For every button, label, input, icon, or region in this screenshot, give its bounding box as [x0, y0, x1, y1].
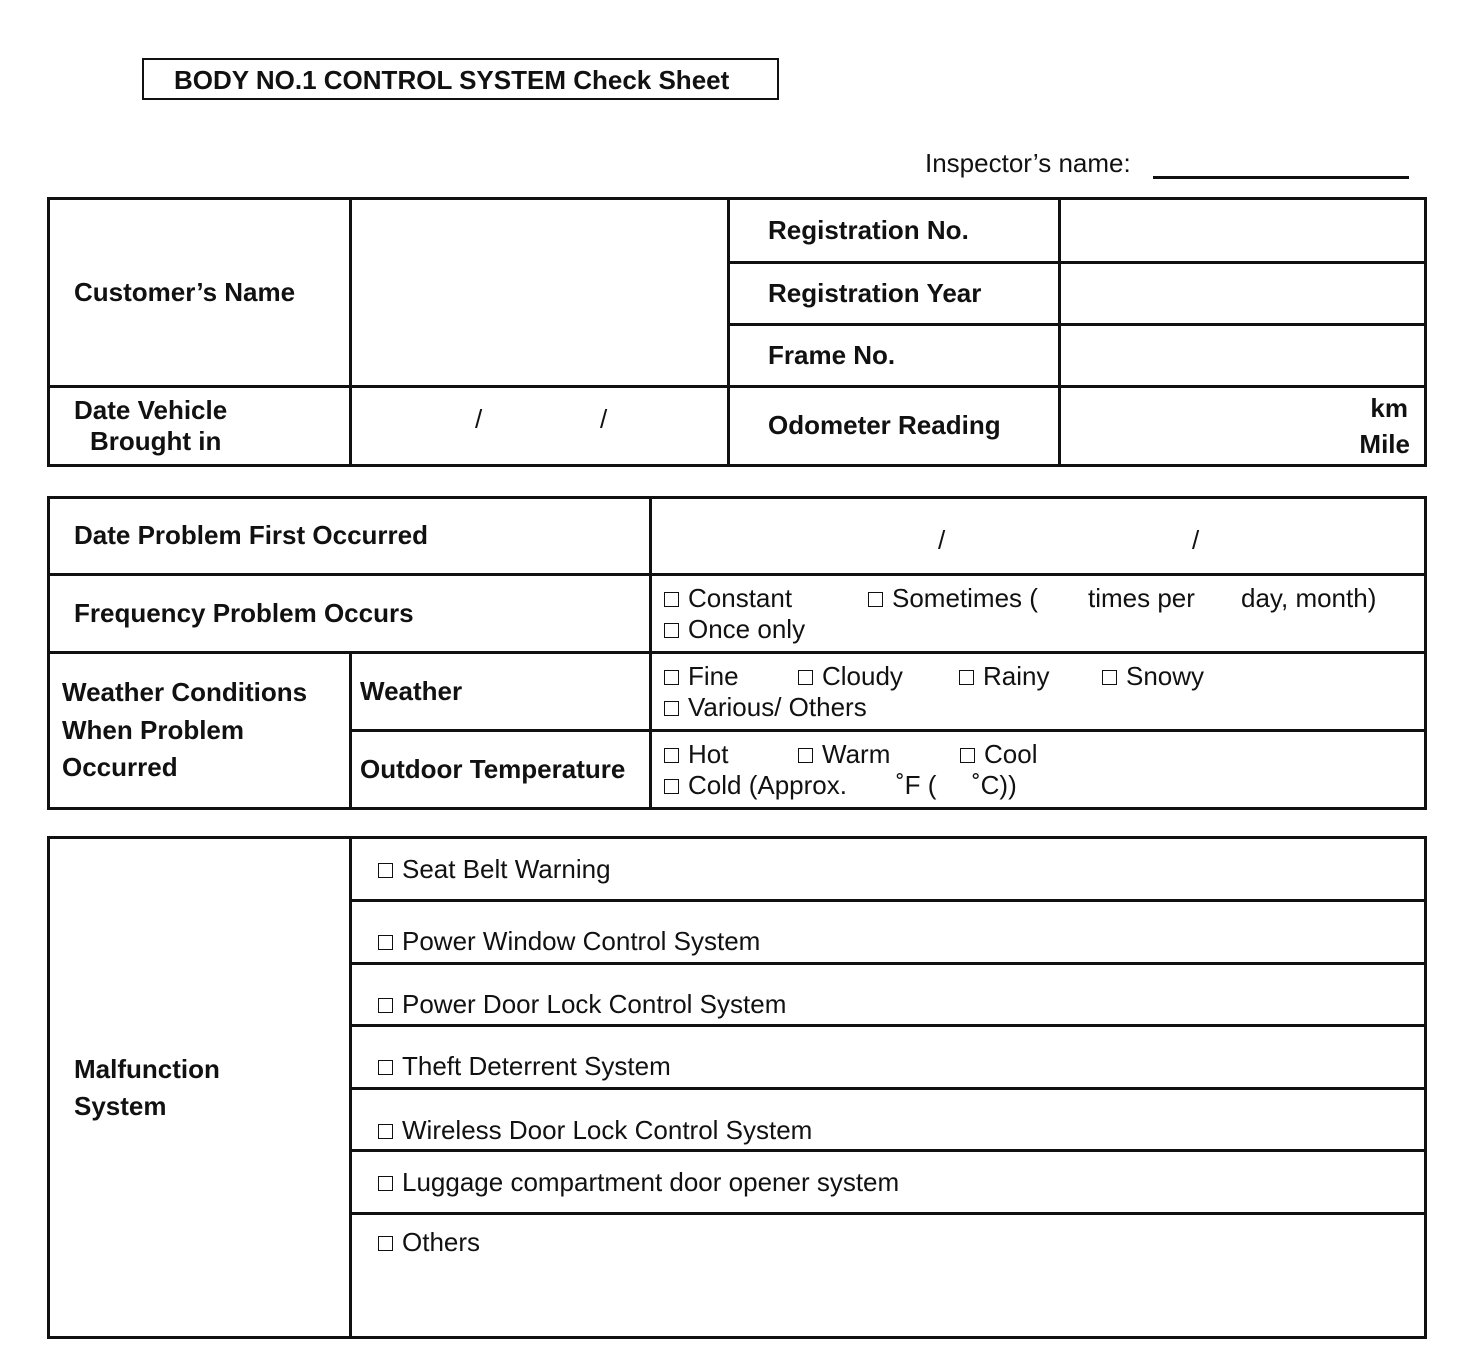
- weather-conditions-label: [49, 653, 351, 809]
- checkbox[interactable]: [378, 1176, 393, 1191]
- checkbox[interactable]: [664, 779, 679, 794]
- option-label: Rainy: [983, 661, 1050, 692]
- sheet-title: BODY NO.1 CONTROL SYSTEM Check Sheet: [142, 58, 779, 100]
- customer-name-field[interactable]: [351, 199, 729, 387]
- malfunction-label-line2: System: [74, 1090, 167, 1121]
- customer-name-label: Customer’s Name: [49, 199, 351, 387]
- system-row-others[interactable]: [351, 1214, 1426, 1338]
- weather-label: Weather: [351, 653, 651, 731]
- temp-celsius: ˚C)): [972, 769, 1017, 800]
- checkbox[interactable]: [378, 1124, 393, 1139]
- frequency-options: [651, 575, 1426, 653]
- date-brought-line2: Brought in: [90, 426, 222, 456]
- checkbox[interactable]: [798, 748, 813, 763]
- malfunction-table: [47, 836, 1427, 1339]
- date-separator: /: [600, 404, 608, 434]
- weather-snowy-option[interactable]: [1102, 661, 1204, 691]
- system-label: Others: [402, 1227, 481, 1257]
- registration-no-field[interactable]: [1060, 199, 1426, 263]
- freq-times-per: times per: [1088, 583, 1195, 614]
- temp-cold-option[interactable]: [664, 770, 896, 800]
- checkbox[interactable]: [868, 592, 883, 607]
- system-row[interactable]: [351, 838, 1426, 901]
- frequency-label: Frequency Problem Occurs: [49, 575, 651, 653]
- unit-km: km: [1370, 393, 1408, 423]
- option-label: Snowy: [1126, 661, 1205, 692]
- date-separator: /: [475, 404, 483, 434]
- option-label: Once only: [688, 613, 806, 644]
- conditions-table: [47, 496, 1427, 810]
- system-row[interactable]: [351, 901, 1426, 964]
- checkbox[interactable]: [1102, 670, 1117, 685]
- checkbox[interactable]: [378, 1236, 393, 1251]
- date-first-occurred-label: Date Problem First Occurred: [49, 498, 651, 575]
- malfunction-system-label: [49, 838, 351, 1338]
- date-separator: /: [938, 525, 946, 555]
- weather-options: [651, 653, 1426, 731]
- checkbox[interactable]: [664, 670, 679, 685]
- option-label: Hot: [688, 739, 729, 770]
- freq-constant-option[interactable]: [664, 583, 868, 613]
- odometer-label: Odometer Reading: [729, 387, 1060, 466]
- frame-no-label: Frame No.: [729, 325, 1060, 387]
- temperature-options: [651, 731, 1426, 809]
- vehicle-info-table: [47, 197, 1427, 467]
- registration-no-label: Registration No.: [729, 199, 1060, 263]
- system-label: Seat Belt Warning: [402, 853, 611, 884]
- option-label: Cloudy: [822, 661, 903, 692]
- date-brought-in-label: [49, 387, 351, 466]
- system-label: Theft Deterrent System: [402, 1050, 671, 1081]
- date-brought-line1: Date Vehicle: [74, 394, 228, 425]
- checkbox[interactable]: [798, 670, 813, 685]
- weather-various-option[interactable]: [664, 692, 867, 722]
- odometer-field[interactable]: [1060, 387, 1426, 466]
- option-label: Fine: [688, 661, 739, 692]
- system-row[interactable]: [351, 964, 1426, 1026]
- unit-mile: Mile: [1359, 429, 1410, 459]
- checkbox[interactable]: [664, 623, 679, 638]
- system-label: Luggage compartment door opener system: [402, 1166, 900, 1197]
- option-label: Cold (Approx.: [688, 769, 847, 800]
- system-row[interactable]: [351, 1151, 1426, 1214]
- checkbox[interactable]: [378, 935, 393, 950]
- weather-rainy-option[interactable]: [959, 661, 1102, 691]
- temp-warm-option[interactable]: [798, 739, 960, 769]
- checkbox[interactable]: [960, 748, 975, 763]
- freq-sometimes-option[interactable]: [868, 583, 1088, 613]
- weather-conditions-line3: Occurred: [62, 752, 178, 783]
- date-brought-in-field[interactable]: [351, 387, 729, 466]
- option-label: Sometimes (: [892, 583, 1038, 614]
- checkbox[interactable]: [664, 701, 679, 716]
- checkbox[interactable]: [959, 670, 974, 685]
- weather-conditions-line1: Weather Conditions: [62, 676, 308, 707]
- system-row[interactable]: [351, 1026, 1426, 1089]
- date-separator: /: [1192, 525, 1200, 555]
- system-label: Power Door Lock Control System: [402, 988, 787, 1019]
- weather-cloudy-option[interactable]: [798, 661, 959, 691]
- temp-cool-option[interactable]: [960, 739, 1037, 769]
- frame-no-field[interactable]: [1060, 325, 1426, 387]
- inspector-name-field[interactable]: [1153, 176, 1409, 179]
- system-label: Power Window Control System: [402, 925, 761, 956]
- inspector-name-label: Inspector’s name:: [925, 148, 1131, 178]
- freq-once-option[interactable]: [664, 614, 805, 644]
- weather-conditions-line2: When Problem: [62, 714, 245, 745]
- option-label: Warm: [822, 739, 891, 770]
- option-label: Various/ Others: [688, 691, 867, 722]
- date-first-occurred-field[interactable]: [651, 498, 1426, 575]
- freq-day-month: day, month): [1241, 583, 1377, 614]
- checkbox[interactable]: [378, 863, 393, 878]
- outdoor-temperature-label: Outdoor Temperature: [351, 731, 651, 809]
- malfunction-label-line1: Malfunction: [74, 1054, 220, 1085]
- checkbox[interactable]: [378, 1060, 393, 1075]
- weather-fine-option[interactable]: [664, 661, 798, 691]
- checkbox[interactable]: [378, 998, 393, 1013]
- registration-year-field[interactable]: [1060, 263, 1426, 325]
- system-row[interactable]: [351, 1089, 1426, 1151]
- system-label: Wireless Door Lock Control System: [402, 1114, 813, 1145]
- registration-year-label: Registration Year: [729, 263, 1060, 325]
- temp-hot-option[interactable]: [664, 739, 798, 769]
- checkbox[interactable]: [664, 748, 679, 763]
- checkbox[interactable]: [664, 592, 679, 607]
- option-label: Cool: [984, 739, 1038, 770]
- option-label: Constant: [688, 583, 793, 614]
- temp-fahrenheit: ˚F (: [896, 769, 937, 800]
